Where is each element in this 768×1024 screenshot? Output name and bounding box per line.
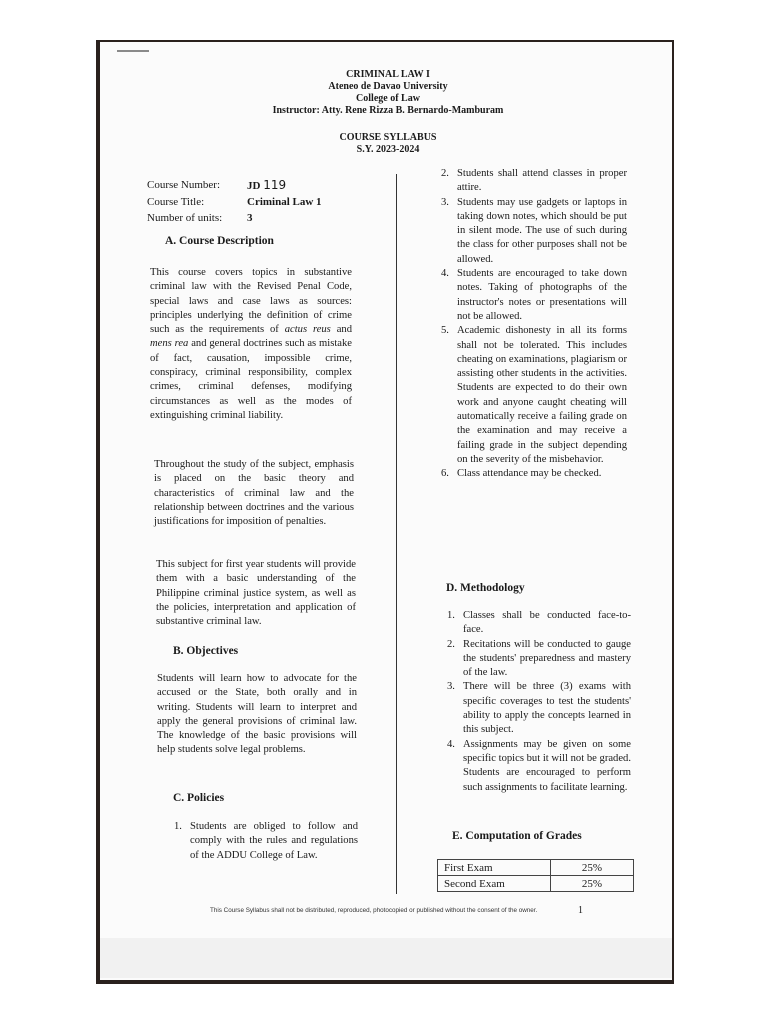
university-name: Ateneo de Davao University bbox=[328, 81, 448, 92]
grade-value: 25% bbox=[551, 876, 634, 892]
pencil-mark bbox=[117, 50, 149, 52]
heading-objectives: B. Objectives bbox=[173, 645, 239, 657]
page-number: 1 bbox=[578, 905, 583, 916]
instructor-line: Instructor: Atty. Rene Rizza B. Bernardo-Mamburam bbox=[272, 105, 504, 116]
college-name: College of Law bbox=[356, 93, 420, 104]
course-description-p1: This course covers topics in substantive criminal law with the Revised Penal Code, special laws and case laws as sources: principles underlying the definition of crime such as the requirements of actus reus and mens rea and general doctrines such as mistake of fact, causation, impossible crime, conspiracy, criminal responsibility, complex crimes, criminal defenses, modifying circumstances as well as the modes of extinguishing criminal liability. bbox=[150, 267, 352, 421]
units-label: Number of units: bbox=[147, 212, 223, 224]
units-value: 3 bbox=[247, 212, 253, 224]
grade-label: Second Exam bbox=[438, 876, 551, 892]
methodology-item: 3. There will be three (3) exams with specific coverages to test the students' ability to apply the concepts learned in this subject. bbox=[447, 681, 631, 736]
policy-item: 6. Class attendance may be checked. bbox=[441, 468, 602, 480]
policy-item: 4. Students are encouraged to take down notes. Taking of photographs of the instructor's notes or presentations will not be allowed. bbox=[441, 268, 627, 322]
page-shadow bbox=[100, 938, 672, 978]
footer-notice: This Course Syllabus shall not be distributed, reproduced, photocopied or published without the consent of the owner. bbox=[210, 907, 538, 914]
course-info bbox=[147, 177, 322, 226]
policies-list-right bbox=[441, 167, 627, 482]
methodology-item: 4. Assignments may be given on some specific topics but it will not be graded. Students are encouraged to perform such assignments to facilitate learning. bbox=[447, 738, 631, 793]
policy-item: 5. Academic dishonesty in all its forms shall not be tolerated. This includes cheating on examinations, plagiarism or assisting other students in the activities. Students are expected to do their own work and anyone caught cheating will automatically receive a failing grade on the examination and may receive a failing grade in the subject depending on the severity of the misbehavior. bbox=[441, 325, 627, 465]
policies-list-left bbox=[174, 820, 358, 863]
grades-table bbox=[437, 859, 634, 892]
course-description-p3: This subject for first year students will provide them with a basic understanding of the Philippine criminal justice system, as well as the policies, interpretation and application of substantive criminal law. bbox=[156, 559, 356, 628]
course-number-value: JD 119 bbox=[247, 178, 287, 192]
heading-computation-of-grades: E. Computation of Grades bbox=[452, 830, 582, 842]
policy-item: 2. Students shall attend classes in proper attire. bbox=[441, 168, 627, 194]
course-description-p2: Throughout the study of the subject, emphasis is placed on the basic theory and characteristics of criminal law and the relationship between doctrines and the various justifications for imposition of penalties. bbox=[154, 459, 354, 528]
methodology-list bbox=[447, 609, 631, 795]
course-heading: CRIMINAL LAW I bbox=[346, 69, 430, 80]
methodology-item: 2. Recitations will be conducted to gauge the students' preparedness and mastery of the law. bbox=[447, 638, 631, 679]
course-title-value: Criminal Law 1 bbox=[247, 196, 322, 208]
methodology-item: 1. Classes shall be conducted face-to-face. bbox=[447, 610, 631, 636]
heading-course-description: A. Course Description bbox=[165, 235, 274, 247]
grade-value: 25% bbox=[551, 860, 634, 876]
course-number-label: Course Number: bbox=[147, 179, 221, 191]
doc-title: COURSE SYLLABUS bbox=[339, 132, 437, 143]
grade-label: First Exam bbox=[438, 860, 551, 876]
course-title-label: Course Title: bbox=[147, 196, 205, 208]
heading-policies: C. Policies bbox=[173, 792, 225, 804]
column-divider bbox=[396, 174, 397, 894]
policy-item: 3. Students may use gadgets or laptops in taking down notes, which should be put in silent mode. The use of such during the class for other purposes shall not be allowed. bbox=[441, 196, 627, 265]
school-year: S.Y. 2023-2024 bbox=[356, 144, 420, 155]
table-row bbox=[438, 860, 634, 876]
policy-item: 1. Students are obliged to follow and comply with the rules and regulations of the ADDU College of Law. bbox=[174, 821, 358, 861]
table-row bbox=[438, 876, 634, 892]
heading-methodology: D. Methodology bbox=[446, 582, 525, 594]
objectives-text: Students will learn how to advocate for the accused or the State, both orally and in writing. Students will learn to interpret and apply the general provisions of criminal law. The knowledge of the basic provisions will help students solve legal problems. bbox=[157, 673, 357, 756]
